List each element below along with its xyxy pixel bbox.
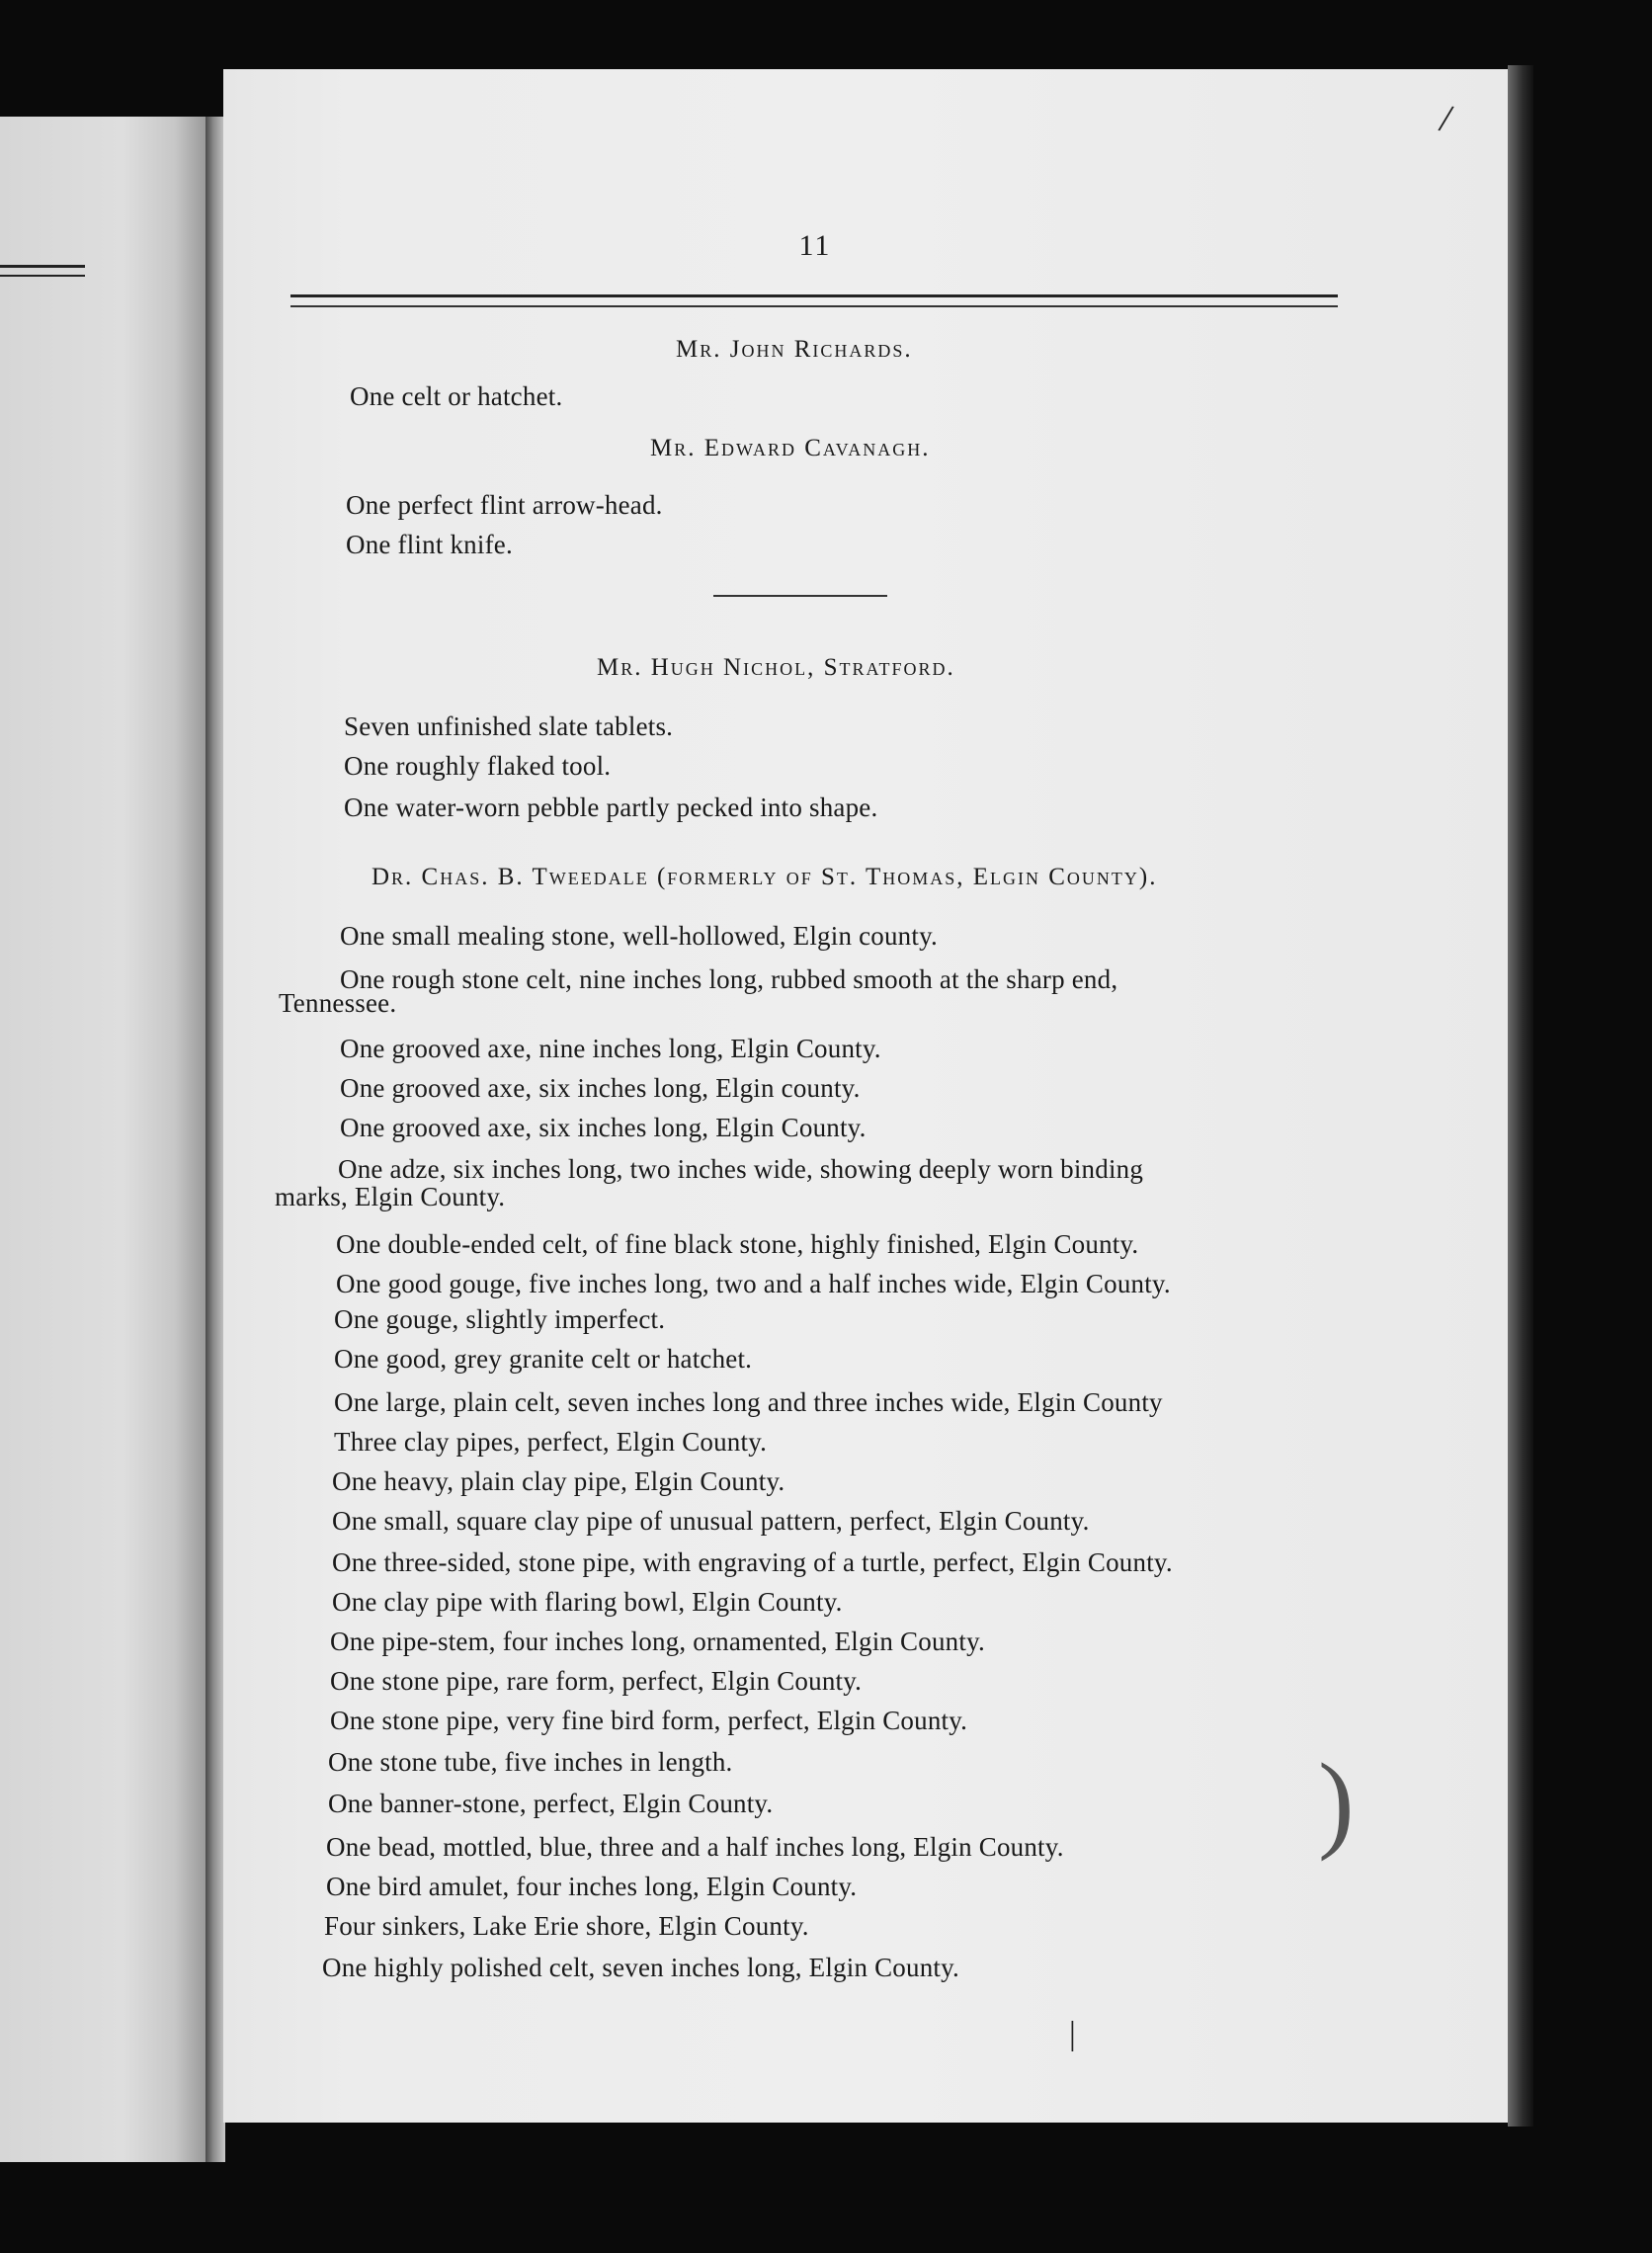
list-item: One stone pipe, rare form, perfect, Elgin County. — [330, 1666, 863, 1696]
list-item: One highly polished celt, seven inches long, Elgin County. — [322, 1953, 960, 1982]
left-page-rule — [0, 265, 85, 277]
section-heading-cavanagh: Mr. Edward Cavanagh. — [650, 435, 931, 461]
list-item-continuation: Tennessee. — [279, 988, 397, 1018]
page-number: 11 — [798, 229, 832, 262]
list-item: Seven unfinished slate tablets. — [344, 711, 674, 741]
list-item: One good gouge, five inches long, two and a half inches wide, Elgin County. — [336, 1269, 1171, 1298]
right-page-edge — [1508, 65, 1533, 2127]
header-rule — [290, 294, 1338, 307]
section-heading-tweedale: Dr. Chas. B. Tweedale (formerly of St. Thomas, Elgin County). — [372, 864, 1158, 890]
list-item: One grooved axe, nine inches long, Elgin County. — [340, 1034, 881, 1063]
section-divider — [713, 595, 887, 597]
list-item: One rough stone celt, nine inches long, rubbed smooth at the sharp end, — [340, 964, 1118, 994]
list-item: One stone tube, five inches in length. — [328, 1747, 733, 1777]
pencil-mark: / — [1436, 95, 1456, 141]
list-item: One adze, six inches long, two inches wide, showing deeply worn binding — [338, 1154, 1144, 1184]
list-item: One banner-stone, perfect, Elgin County. — [328, 1789, 774, 1818]
list-item: One clay pipe with flaring bowl, Elgin County. — [332, 1587, 843, 1617]
section-heading-nichol: Mr. Hugh Nichol, Stratford. — [597, 654, 955, 681]
list-item: One three-sided, stone pipe, with engraving of a turtle, perfect, Elgin County. — [332, 1547, 1173, 1577]
list-item-continuation: marks, Elgin County. — [275, 1182, 506, 1211]
list-item: One gouge, slightly imperfect. — [334, 1304, 666, 1334]
book-gutter — [206, 117, 225, 2162]
list-item: One roughly flaked tool. — [344, 751, 612, 781]
list-item: One perfect flint arrow-head. — [346, 490, 663, 520]
list-item: One bead, mottled, blue, three and a half inches long, Elgin County. — [326, 1832, 1064, 1862]
left-page-edge — [0, 117, 206, 2162]
ink-mark: | — [1069, 2016, 1076, 2052]
list-item: One pipe-stem, four inches long, ornamented, Elgin County. — [330, 1627, 985, 1656]
list-item: One small mealing stone, well-hollowed, Elgin county. — [340, 921, 938, 951]
list-item: One small, square clay pipe of unusual pattern, perfect, Elgin County. — [332, 1506, 1090, 1536]
list-item: One celt or hatchet. — [350, 381, 563, 411]
list-item: One double-ended celt, of fine black stone, highly finished, Elgin County. — [336, 1229, 1139, 1259]
margin-bracket-mark: ) — [1318, 1741, 1355, 1862]
list-item: One bird amulet, four inches long, Elgin County. — [326, 1872, 858, 1901]
section-heading-richards: Mr. John Richards. — [676, 336, 913, 363]
list-item: One grooved axe, six inches long, Elgin County. — [340, 1113, 867, 1142]
list-item: One good, grey granite celt or hatchet. — [334, 1344, 753, 1374]
list-item: Three clay pipes, perfect, Elgin County. — [334, 1427, 768, 1457]
list-item: One flint knife. — [346, 530, 513, 559]
list-item: One stone pipe, very fine bird form, perfect, Elgin County. — [330, 1706, 968, 1735]
list-item: Four sinkers, Lake Erie shore, Elgin County. — [324, 1911, 809, 1941]
list-item: One grooved axe, six inches long, Elgin county. — [340, 1073, 861, 1103]
list-item: One large, plain celt, seven inches long and three inches wide, Elgin County — [334, 1387, 1163, 1417]
list-item: One heavy, plain clay pipe, Elgin County. — [332, 1466, 785, 1496]
list-item: One water-worn pebble partly pecked into shape. — [344, 793, 878, 822]
